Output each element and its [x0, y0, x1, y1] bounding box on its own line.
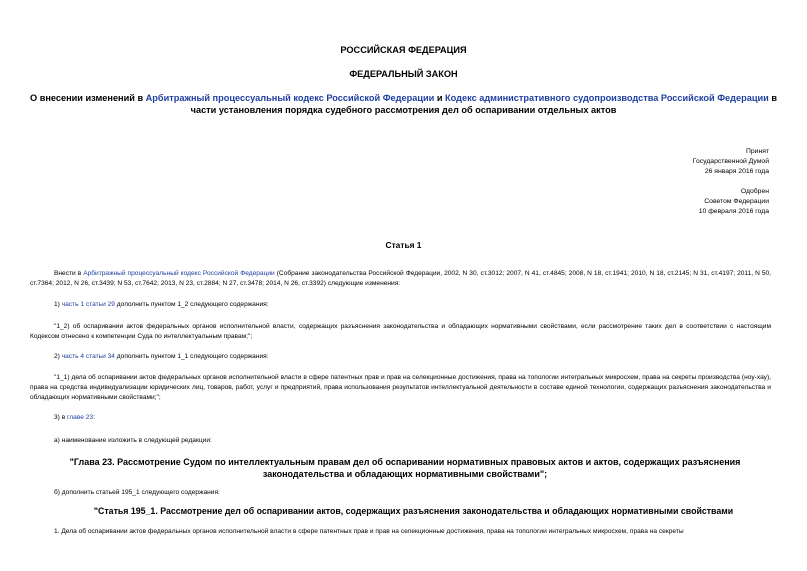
item-2-prefix: 2) — [54, 353, 62, 360]
item-2 — [30, 352, 771, 362]
item-1-quote: "1_2) об оспаривании актов федеральных органов исполнительной власти, содержащих разъяснения законодательства и обладающих нормативными свойствами, если рассмотрение таких дел в соответствии с настоящим Кодексом отнесено к компетенции Суда по интеллектуальным правам;"; — [30, 323, 771, 340]
item-3b: б) дополнить статьей 195_1 следующего содержания: — [54, 489, 220, 496]
item-3-link[interactable]: главе 23 — [67, 414, 94, 421]
title-link-kas[interactable]: Кодекс административного судопроизводства Российской Федерации — [445, 93, 769, 103]
adopted-block — [693, 147, 769, 177]
intro-link-apk[interactable]: Арбитражный процессуальный кодекс Российской Федерации — [83, 270, 275, 277]
adopted-line2: Государственной Думой — [692, 158, 769, 165]
law-title — [30, 92, 777, 116]
item-3 — [30, 413, 771, 423]
item-3-suffix: : — [93, 414, 95, 421]
adopted-line1: Принят — [745, 148, 769, 155]
approved-line1: Одобрен — [740, 188, 769, 195]
item-1-link[interactable]: часть 1 статьи 29 — [61, 301, 115, 308]
title-middle: и — [434, 93, 446, 103]
approved-line2: Советом Федерации — [704, 198, 769, 205]
article-1-intro — [30, 269, 771, 289]
item-1-prefix: 1) — [54, 301, 62, 308]
item-1 — [30, 300, 771, 310]
chapter-23-heading: "Глава 23. Рассмотрение Судом по интеллектуальным правам дел об оспаривании нормативных правовых актов и актов, содержащих разъяснения законодательства и обладающих нормативными свойствами"; — [69, 457, 741, 479]
title-prefix: О внесении изменений в — [30, 93, 146, 103]
law-type-heading: ФЕДЕРАЛЬНЫЙ ЗАКОН — [349, 69, 458, 79]
item-1-suffix: дополнить пунктом 1_2 следующего содержания: — [114, 301, 269, 308]
country-heading: РОССИЙСКАЯ ФЕДЕРАЦИЯ — [340, 45, 467, 55]
item-2-quote: "1_1) дела об оспаривании актов федеральных органов исполнительной власти в сфере патентных прав и прав на селекционные достижения, права на топологии интегральных микросхем, права на секреты производства (ноу-хау), права на средства индивидуализации юридических лиц, товаров, работ, услуг и предприятий, права использования результатов интеллектуальной деятельности в составе единой технологии, содержащих разъяснения законодательства и обладающих нормативными свойствами;"; — [30, 374, 771, 401]
title-suffix: в части установления порядка судебного рассмотрения дел об оспаривании отдельных актов — [190, 93, 777, 115]
clause-1: 1. Дела об оспаривании актов федеральных органов исполнительной власти в сфере патентных прав и прав на селекционные достижения, права на топологии интегральных микросхем, права на секреты — [54, 528, 684, 535]
title-link-apk[interactable]: Арбитражный процессуальный кодекс Российской Федерации — [145, 93, 435, 103]
intro-prefix: Внести в — [54, 270, 84, 277]
item-2-link[interactable]: часть 4 статьи 34 — [61, 353, 115, 360]
article-195-1-heading: "Статья 195_1. Рассмотрение дел об оспаривании актов, содержащих разъяснения законодательства и обладающих нормативными свойствами — [93, 506, 734, 516]
article-1-heading: Статья 1 — [385, 240, 422, 250]
approved-date: 10 февраля 2016 года — [698, 208, 769, 215]
item-2-suffix: дополнить пунктом 1_1 следующего содержания: — [114, 353, 269, 360]
adopted-date: 26 января 2016 года — [704, 168, 769, 175]
item-3-prefix: 3) в — [54, 414, 68, 421]
item-3a: а) наименование изложить в следующей редакции: — [54, 437, 212, 444]
intro-suffix: (Собрание законодательства Российской Федерации, 2002, N 30, ст.3012; 2007, N 41, ст.4845; 2008, N 18, ст.1941; 2010, N 18, ст.2145; N 31, ст.4197; 2011, N 50, ст.7364; 2012, N 26, ст.3439; N 53, ст.7642; 2013, N 23, ст.2884; N 27, ст.3478; 2014, N 26, ст.3392) следующие изменения: — [30, 270, 772, 287]
approved-block — [699, 187, 769, 217]
